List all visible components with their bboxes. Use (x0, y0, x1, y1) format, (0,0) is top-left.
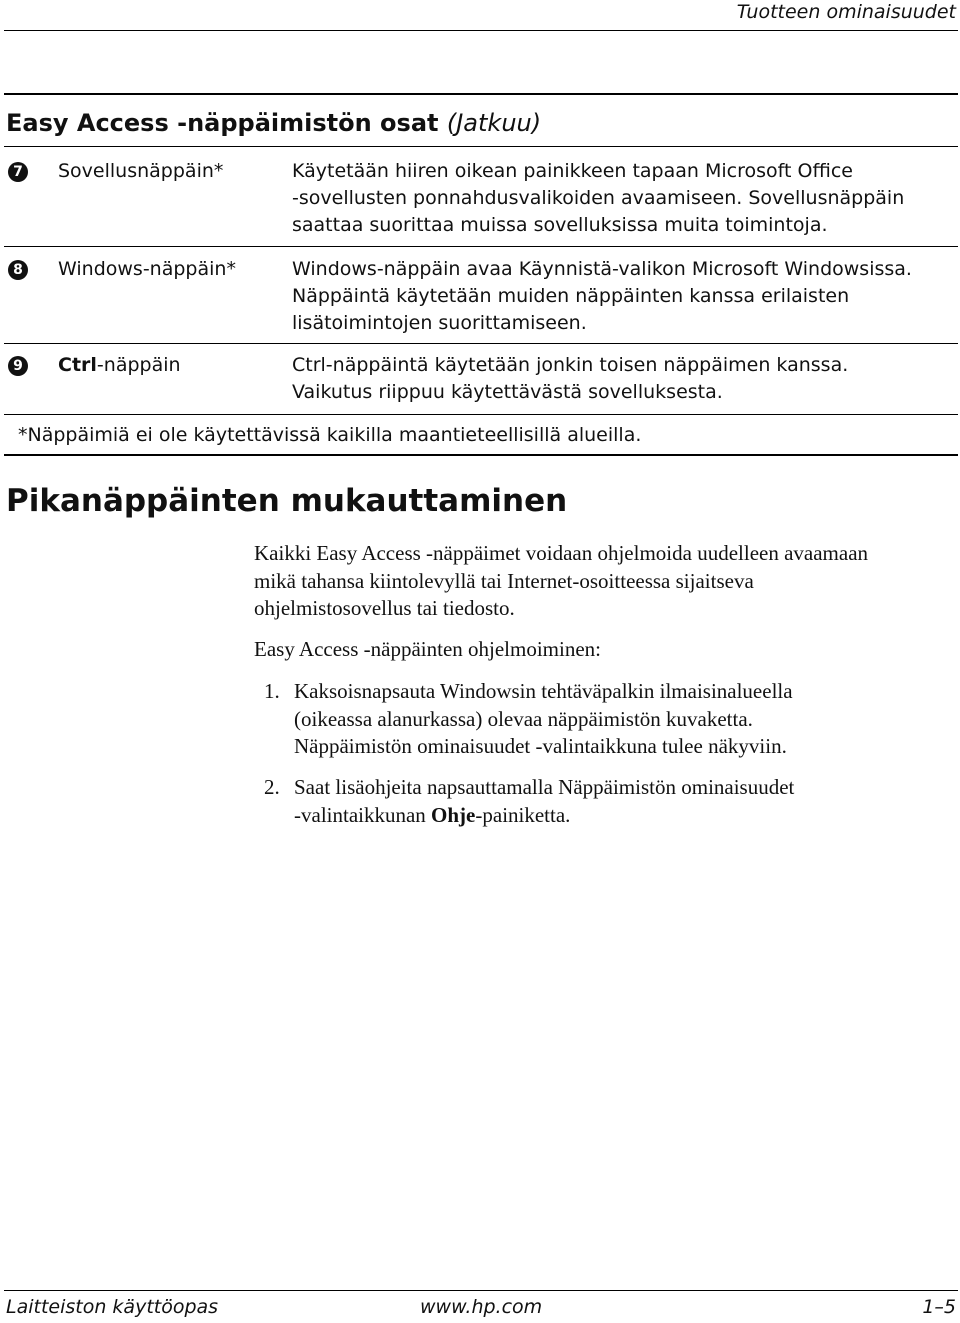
description-line: Käytetään hiiren oikean painikkeen tapaan Microsoft Office (292, 160, 853, 182)
row-divider (4, 246, 958, 247)
step-number: 1. (264, 679, 280, 703)
footer-url: www.hp.com (420, 1296, 543, 1318)
key-name-suffix: -näppäin (96, 354, 181, 376)
step-line-part: -painiketta. (475, 802, 571, 827)
key-description (292, 352, 942, 406)
table-bottom-rule (4, 454, 958, 456)
row-number-badge: 8 (8, 260, 28, 280)
key-description (292, 256, 942, 337)
table-title-continued: (Jatkuu) (446, 109, 542, 137)
ohje-button-reference: Ohje (431, 802, 476, 827)
steps-intro-text: Easy Access -näppäinten ohjelmoiminen: (254, 637, 601, 661)
table-top-rule (4, 93, 958, 95)
step-line (294, 802, 794, 830)
key-description (292, 158, 942, 239)
step-text (294, 678, 793, 761)
intro-paragraph (254, 540, 954, 623)
table-title (6, 106, 541, 140)
key-name: Windows-näppäin* (58, 258, 236, 280)
description-line: Ctrl-näppäintä käytetään jonkin toisen näppäimen kanssa. (292, 354, 849, 376)
table-header-rule (4, 146, 958, 147)
paragraph-line: mikä tahansa kiintolevyllä tai Internet-osoitteessa sijaitseva (254, 568, 754, 593)
description-line: saattaa suorittaa muissa sovelluksissa muita toimintoja. (292, 214, 828, 236)
key-name: Sovellusnäppäin* (58, 160, 224, 182)
step-number: 2. (264, 775, 280, 799)
table-footnote: *Näppäimiä ei ole käytettävissä kaikilla maantieteellisillä alueilla. (18, 424, 642, 446)
section-heading: Pikanäppäinten mukauttaminen (6, 483, 568, 519)
step-line: (oikeassa alanurkassa) olevaa näppäimistön kuvaketta. (294, 706, 753, 731)
step-line: Saat lisäohjeita napsauttamalla Näppäimistön ominaisuudet (294, 775, 795, 799)
steps-list (264, 678, 954, 838)
row-number-badge: 9 (8, 356, 28, 376)
description-line: Windows-näppäin avaa Käynnistä-valikon Microsoft Windowsissa. (292, 258, 912, 280)
table-title-text: Easy Access -näppäimistön osat (6, 109, 439, 137)
description-line: Vaikutus riippuu käytettävästä sovelluksesta. (292, 381, 723, 403)
table-row (0, 256, 960, 340)
footer-page-number: 1–5 (922, 1296, 956, 1318)
row-divider (4, 343, 958, 344)
footer-document-title: Laitteiston käyttöopas (6, 1296, 219, 1318)
table-row (0, 158, 960, 242)
description-line: Näppäintä käytetään muiden näppäinten kanssa erilaisten (292, 285, 850, 307)
header-rule (4, 30, 958, 31)
step-text (294, 774, 794, 829)
steps-intro (254, 636, 954, 664)
footer-rule (4, 1290, 958, 1291)
running-header: Tuotteen ominaisuudet (736, 1, 956, 23)
key-name (58, 352, 181, 379)
paragraph-line: ohjelmistosovellus tai tiedosto. (254, 596, 515, 620)
row-divider (4, 414, 958, 415)
description-line: -sovellusten ponnahdusvalikoiden avaamiseen. Sovellusnäppäin (292, 187, 905, 209)
key-name-bold: Ctrl (58, 354, 97, 376)
row-number-badge: 7 (8, 162, 28, 182)
table-row (0, 352, 960, 408)
description-line: lisätoimintojen suorittamiseen. (292, 312, 587, 334)
step-line-part: -valintaikkunan (294, 802, 432, 827)
paragraph-line: Kaikki Easy Access -näppäimet voidaan ohjelmoida uudelleen avaamaan (254, 541, 869, 565)
step-line: Näppäimistön ominaisuudet -valintaikkuna tulee näkyviin. (294, 734, 787, 758)
step-line: Kaksoisnapsauta Windowsin tehtäväpalkin ilmaisinalueella (294, 679, 793, 703)
